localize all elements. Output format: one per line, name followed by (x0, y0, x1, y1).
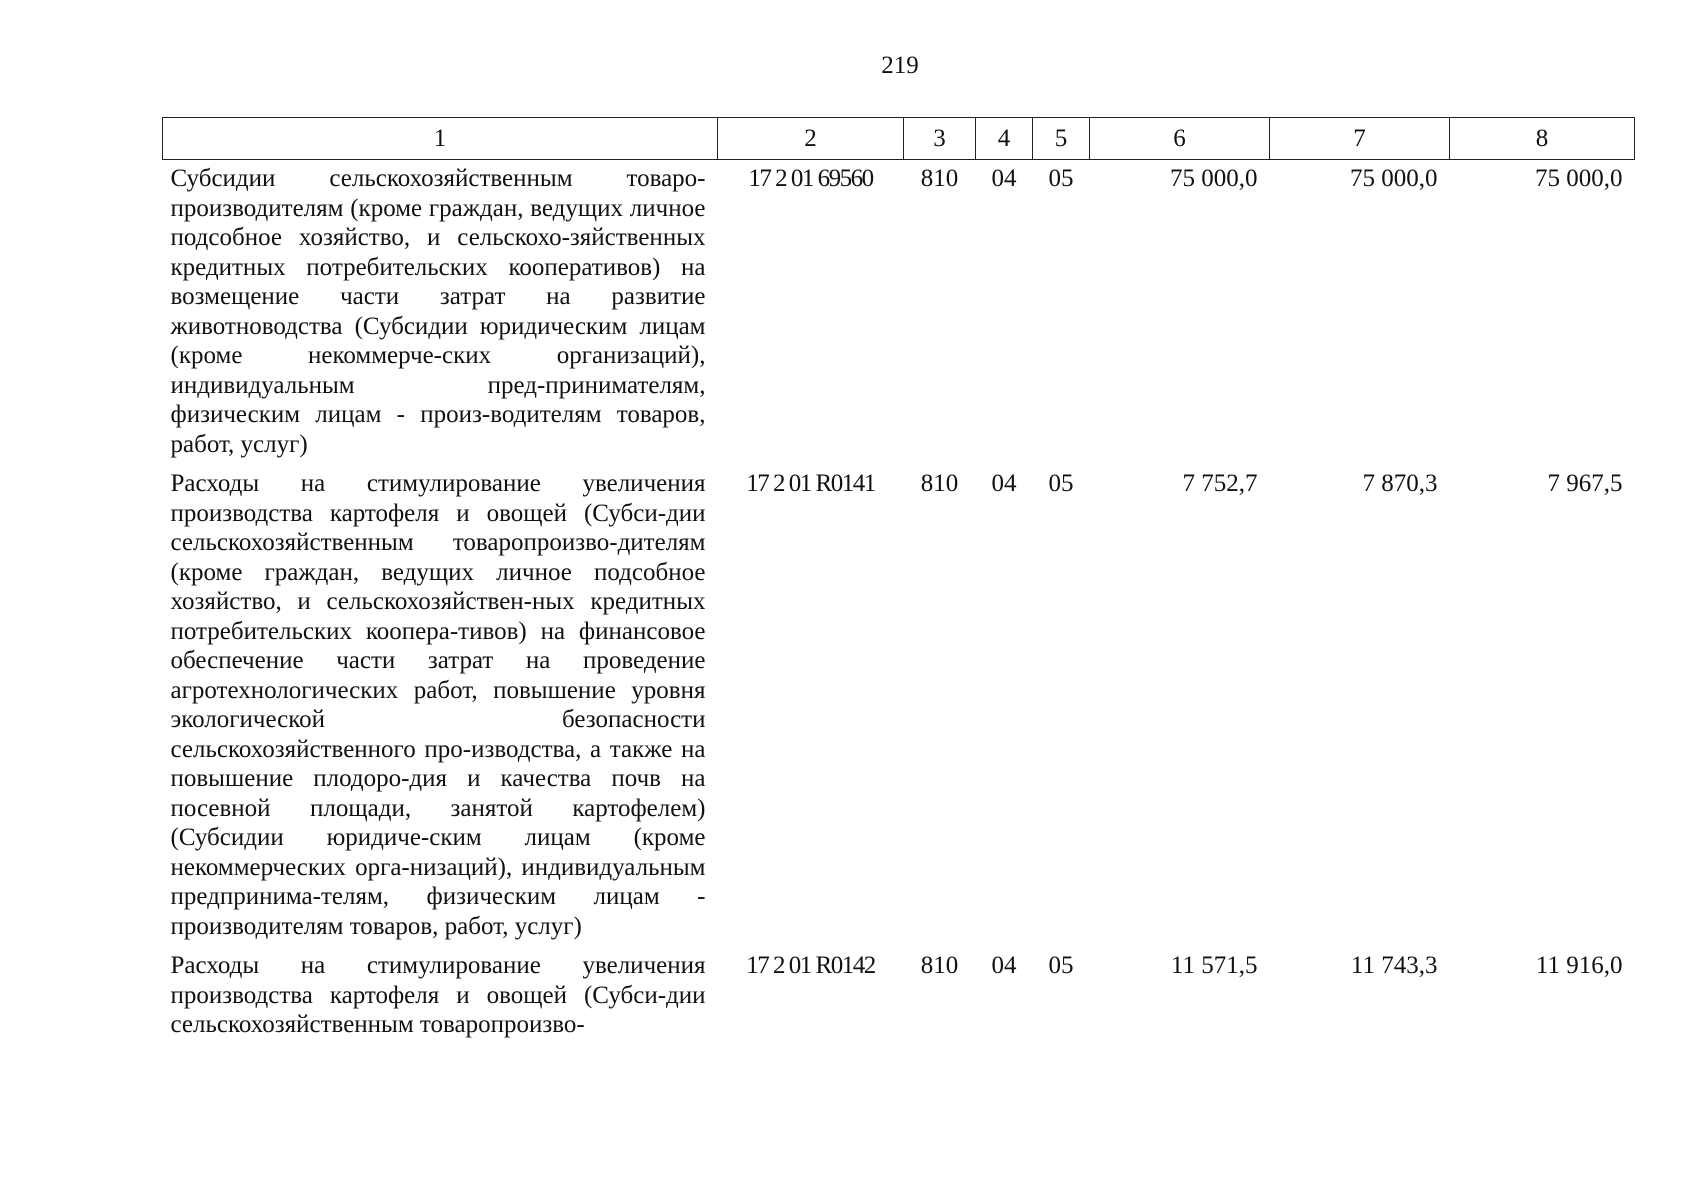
row-col4: 04 (991, 470, 1017, 497)
row-col3: 810 (920, 470, 959, 497)
column-header-7: 7 (1270, 118, 1450, 160)
row-description: Расходы на стимулирование увеличения производства картофеля и овощей (Субси-дии сельскохозяйственным товаропроизво-дителям (кроме граждан, ведущих личное подсобное хозяйство, и сельскохозяйствен-ных кредитных потребительских коопера-тивов) на финансовое обеспечение части затрат на проведение агротехнологических работ, повышение уровня экологической безопасности сельскохозяйственного про-изводства, а также на повышение плодоро-дия и качества почв на посевной площади, занятой картофелем) (Субсидии юридиче-ским лицам (кроме некоммерческих орга-низаций), индивидуальным предпринима-телям, физическим лицам - производителям товаров, работ, услуг) (170, 470, 706, 940)
row-col7: 7 870,3 (1362, 470, 1438, 497)
row-code: 17 2 01 R0141 (746, 470, 875, 497)
row-col4: 04 (991, 952, 1017, 979)
row-col7: 75 000,0 (1350, 165, 1438, 192)
row-col8: 11 916,0 (1535, 952, 1623, 979)
page-number: 219 (881, 52, 919, 79)
column-header-3: 3 (904, 118, 976, 160)
row-col5: 05 (1048, 165, 1074, 192)
row-code: 17 2 01 R0142 (746, 952, 875, 979)
column-header-4: 4 (976, 118, 1033, 160)
row-col6: 11 571,5 (1170, 952, 1258, 979)
row-col5: 05 (1048, 470, 1074, 497)
row-col6: 7 752,7 (1182, 470, 1258, 497)
row-description: Расходы на стимулирование увеличения производства картофеля и овощей (Субси-дии сельскохозяйственным товаропроизво- (170, 952, 706, 1038)
column-header-6: 6 (1090, 118, 1270, 160)
row-code: 17 2 01 69560 (748, 165, 873, 192)
row-col8: 75 000,0 (1535, 165, 1623, 192)
row-description: Субсидии сельскохозяйственным товаро-производителям (кроме граждан, ведущих личное подсобное хозяйство, и сельскохо-зяйственных кредитных потребительских кооперативов) на возмещение части затрат на развитие животноводства (Субсидии юридическим лицам (кроме некоммерче-ских организаций), индивидуальным пред-принимателям, физическим лицам - произ-водителям товаров, работ, услуг) (170, 165, 706, 458)
row-col5: 05 (1048, 952, 1074, 979)
table-row (163, 160, 1635, 466)
row-col7: 11 743,3 (1350, 952, 1438, 979)
column-header-2: 2 (718, 118, 904, 160)
table-row (163, 465, 1635, 947)
row-col3: 810 (920, 952, 959, 979)
column-header-1: 1 (163, 118, 718, 160)
column-header-5: 5 (1033, 118, 1090, 160)
budget-table-container (162, 117, 1634, 1046)
table-row (163, 947, 1635, 1046)
column-header-8: 8 (1450, 118, 1635, 160)
row-col4: 04 (991, 165, 1017, 192)
row-col3: 810 (920, 165, 959, 192)
budget-table (162, 117, 1635, 1046)
row-col8: 7 967,5 (1547, 470, 1623, 497)
row-col6: 75 000,0 (1170, 165, 1258, 192)
table-header-row (163, 118, 1635, 160)
